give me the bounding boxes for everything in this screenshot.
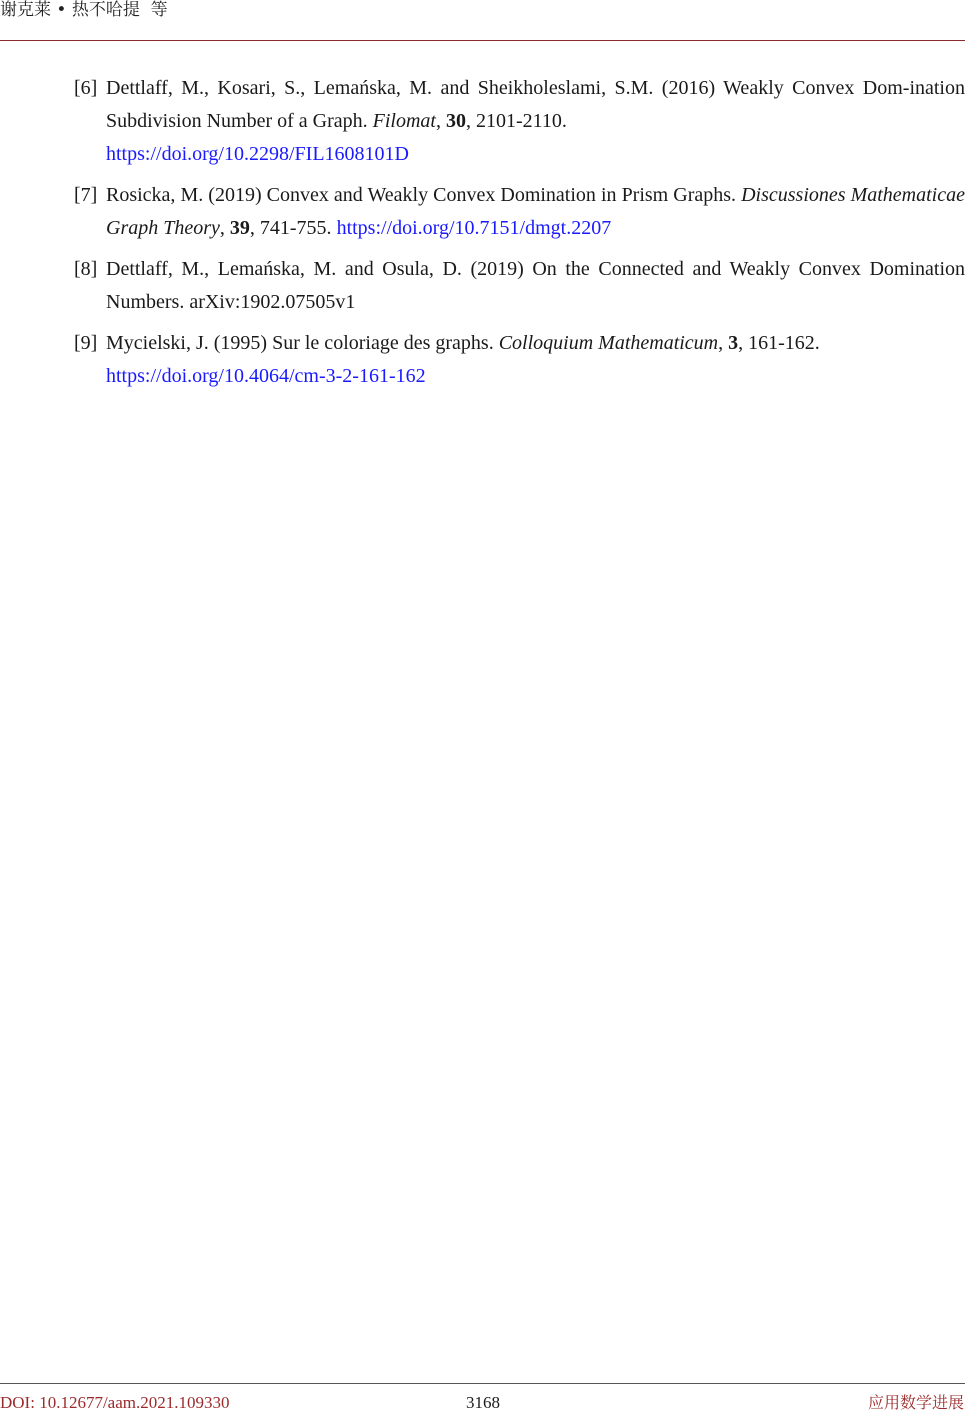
running-header-authors: 谢克莱 • 热不哈提 等 [0, 0, 168, 20]
reference-segment: , 2101-2110. [465, 110, 567, 132]
reference-number: [8] [74, 258, 98, 280]
reference-number: [6] [74, 77, 98, 99]
journal-name: Filomat [372, 110, 436, 132]
doi-link[interactable]: https://doi.org/10.2298/FIL1608101D [106, 143, 409, 165]
page-number: 3168 [466, 1393, 500, 1412]
reference-segment: Dettlaff, M., Lemańska, M. and Osula, D. (2019) On the Connected and Weakly Convex Domination Numbers. arXiv:1902.07505v1 [106, 258, 965, 313]
reference-number: [9] [74, 332, 98, 354]
reference-item [74, 72, 965, 171]
reference-segment: , 741-755. [249, 217, 337, 239]
reference-text [106, 258, 965, 313]
reference-number: [7] [74, 184, 98, 206]
volume-number: 3 [728, 332, 739, 354]
reference-text [106, 184, 965, 239]
reference-segment: , 161-162. [738, 332, 820, 354]
footer-doi: DOI: 10.12677/aam.2021.109330 [0, 1393, 230, 1412]
reference-item [74, 327, 965, 393]
reference-text [106, 332, 965, 393]
footer-journal-name: 应用数学进展 [867, 1393, 964, 1412]
volume-number: 39 [229, 217, 250, 239]
reference-item [74, 179, 965, 245]
reference-segment: Mycielski, J. (1995) Sur le coloriage des graphs. [106, 332, 499, 354]
page-footer [0, 1392, 965, 1414]
reference-segment: Rosicka, M. (2019) Convex and Weakly Convex Domination in Prism Graphs. [106, 184, 742, 206]
reference-list [74, 72, 965, 401]
header-divider [0, 40, 965, 41]
doi-link[interactable]: https://doi.org/10.4064/cm-3-2-161-162 [106, 365, 426, 387]
reference-text [106, 77, 965, 171]
reference-segment: , [718, 332, 729, 354]
reference-item [74, 253, 965, 319]
reference-segment: , [219, 217, 230, 239]
journal-name: Colloquium Mathematicum [498, 332, 719, 354]
volume-number: 30 [445, 110, 466, 132]
footer-divider [0, 1383, 965, 1384]
reference-segment: , [435, 110, 446, 132]
reference-segment: Dettlaff, M., Kosari, S., Lemańska, M. and Sheikholeslami, S.M. (2016) Weakly Convex Dom-ination Subdivision Number of a Graph. [106, 77, 965, 132]
doi-link[interactable]: https://doi.org/10.7151/dmgt.2207 [336, 217, 612, 239]
journal-name: Discussiones Mathematicae Graph Theory [106, 184, 965, 239]
